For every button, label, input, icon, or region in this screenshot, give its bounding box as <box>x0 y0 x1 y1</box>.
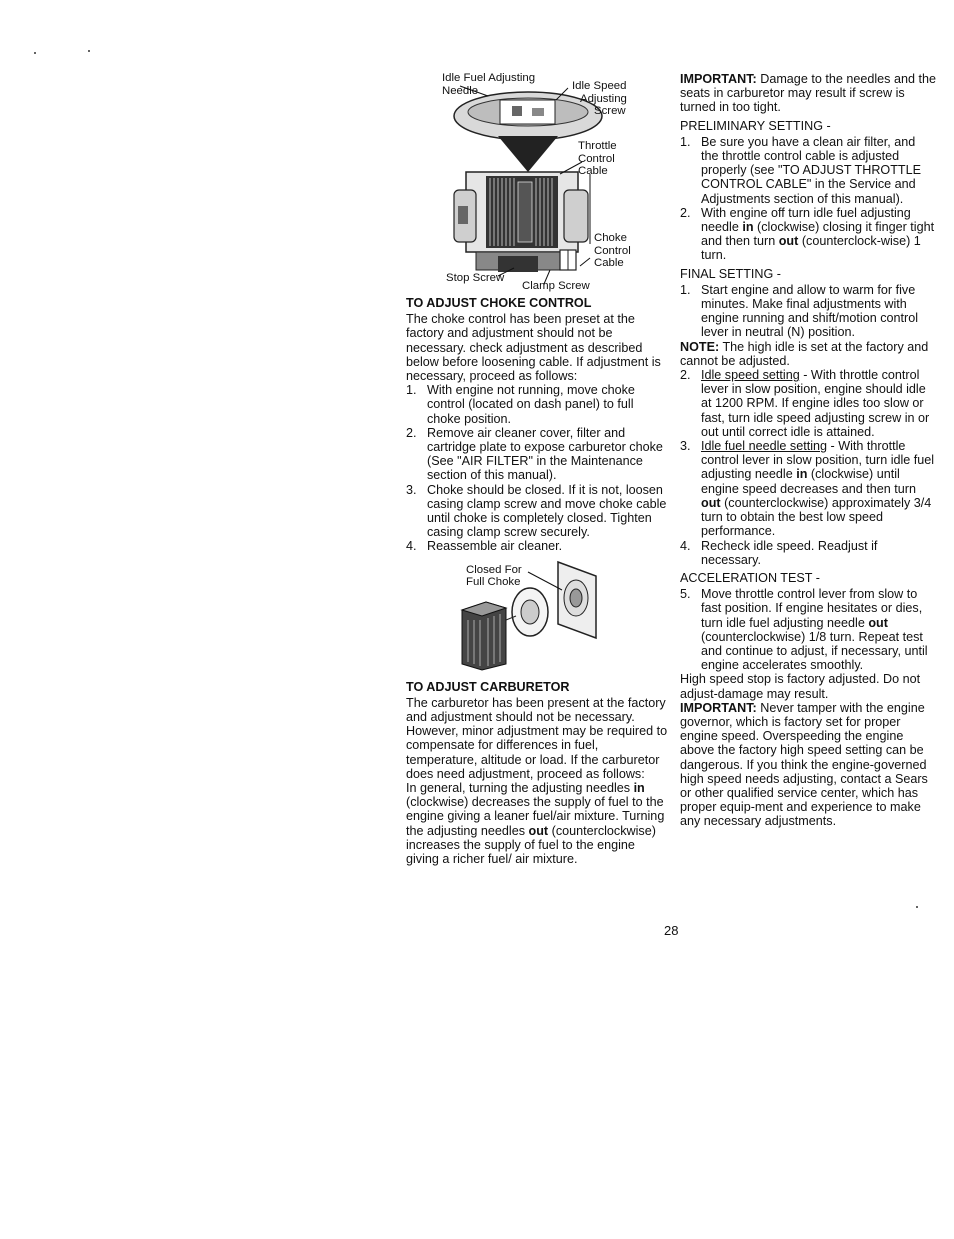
important-text: Damage to the needles and the seats in carburetor may result if screw is turned in too tight. <box>680 72 936 115</box>
closed-full-choke-line1: Closed For <box>466 563 522 576</box>
stop-screw-label <box>446 272 504 285</box>
choke-heading: TO ADJUST CHOKE CONTROL <box>406 296 592 310</box>
preliminary-step <box>680 135 936 206</box>
final-step <box>680 368 936 439</box>
choke-step-number: 1. <box>406 383 417 398</box>
carburetor-para2-out: out <box>528 823 549 838</box>
idle-speed-label-line1: Idle Speed <box>572 80 627 92</box>
final-step-number: 2. <box>680 368 691 383</box>
choke-step <box>406 426 668 483</box>
choke-label-line3: Cable <box>594 257 624 269</box>
important-text: Never tamper with the engine governor, which is factory set for proper engine speed. Overspeeding the engine above the factory high speed setting can be dangerous. If you think the engine-governed high speed needs adjusting, contact a Sears or other qualified service center, which has proper equip-ment and experience to make any necessary adjustments. <box>680 700 928 829</box>
note-text: The high idle is set at the factory and cannot be adjusted. <box>680 339 929 368</box>
preliminary-step-bold: in <box>742 220 754 235</box>
idle-fuel-label-line1: Idle Fuel Adjusting <box>442 72 536 84</box>
scan-mark <box>88 50 90 52</box>
choke-step-text: Remove air cleaner cover, filter and cartridge plate to expose carburetor choke (See "AIR FILTER" in the Maintenance section of this manual). <box>427 425 663 483</box>
important-label: IMPORTANT: <box>680 700 757 715</box>
final-step-number: 4. <box>680 538 691 553</box>
acceleration-step-bold: out <box>868 615 888 630</box>
choke-step <box>406 539 668 553</box>
final-step-bold: out <box>701 495 721 510</box>
final-step <box>680 283 936 340</box>
choke-step <box>406 483 668 540</box>
acceleration-step-text: (counterclockwise) 1/8 turn. Repeat test and continue to adjust, if necessary, until engine accelerates smoothly. <box>701 629 928 673</box>
final-step-bold: in <box>796 467 808 482</box>
carburetor-para1: The carburetor has been present at the factory and adjustment should not be necessary. However, minor adjustment may be required to compensate for differences in fuel, temperature, altitude or load. If the carburetor does need adjustment, proceed as follows: <box>406 695 668 781</box>
preliminary-heading: PRELIMINARY SETTING - <box>680 118 831 133</box>
throttle-label-line3: Cable <box>578 165 608 177</box>
closed-full-choke-label <box>466 564 522 589</box>
choke-intro: The choke control has been preset at the factory and adjustment should not be necessary. check adjustment as described below before loosening cable. If adjustment is necessary, proceed as follows: <box>406 312 661 384</box>
final-step <box>680 439 936 538</box>
final-step-text: Start engine and allow to warm for five minutes. Make final adjustments with engine running and shift/motion control lever in neutral (N) position. <box>701 282 919 340</box>
idle-fuel-label-line2: Needle <box>442 84 479 97</box>
scan-mark <box>916 906 918 908</box>
idle-speed-label <box>572 80 627 118</box>
final-step <box>680 539 936 567</box>
final-step-text: Recheck idle speed. Readjust if necessary. <box>701 538 878 567</box>
choke-step-text: With engine not running, move choke control (located on dash panel) to full choke position. <box>427 383 635 426</box>
carburetor-para2-part: (counterclockwise) increases the supply of fuel to the engine giving a richer fuel/ air mixture. <box>406 823 656 867</box>
carburetor-para2-part: (clockwise) decreases the supply of fuel to the engine giving a leaner fuel/air mixture. Turning the adjusting needles <box>406 795 665 838</box>
important-label: IMPORTANT: <box>680 72 757 86</box>
final-step-text: - With throttle control lever in slow position, engine should idle at 1200 RPM. If engine idles too slow or fast, turn idle speed adjusting screw in or out until correct idle is attained. <box>701 368 930 439</box>
choke-step-number: 4. <box>406 539 417 554</box>
right-column <box>680 72 936 829</box>
clamp-screw-label-text: Clamp Screw <box>522 280 590 292</box>
throttle-label-line1: Throttle <box>578 140 617 152</box>
preliminary-step-text: Be sure you have a clean air filter, and the throttle control cable is adjusted properly (see "TO ADJUST THROTTLE CONTROL CABLE" in the Service and Adjustments section of this manual). <box>701 134 922 206</box>
final-steps-b <box>680 368 936 567</box>
acceleration-step-number: 5. <box>680 587 691 602</box>
high-speed-stop-text: High speed stop is factory adjusted. Do not adjust-damage may result. <box>680 672 921 701</box>
important-damage-note <box>680 72 936 115</box>
engine-diagram <box>440 70 640 292</box>
final-step-text: (counterclockwise) approximately 3/4 turn to obtain the best low speed performance. <box>701 495 932 539</box>
note-label: NOTE: <box>680 339 720 354</box>
preliminary-step <box>680 206 936 263</box>
preliminary-step-bold: out <box>778 234 799 249</box>
left-column <box>406 296 668 866</box>
final-step-number: 3. <box>680 439 691 454</box>
page-number: 28 <box>664 923 679 938</box>
carburetor-para2-in: in <box>633 781 645 796</box>
acceleration-step-text: Move throttle control lever from slow to fast position. If engine hesitates or dies, turn idle fuel adjusting needle <box>701 587 923 630</box>
idle-speed-setting-title: Idle speed setting <box>701 368 800 383</box>
stop-screw-label-text: Stop Screw <box>446 272 505 284</box>
final-step-text: - With throttle control lever in slow position, turn idle fuel adjusting needle <box>701 439 935 482</box>
choke-step-text: Choke should be closed. If it is not, loosen casing clamp screw and move choke cable until choke is completely closed. Tighten casing clamp screw securely. <box>427 482 667 540</box>
choke-step-text: Reassemble air cleaner. <box>427 539 563 554</box>
carburetor-para2-part: In general, turning the adjusting needles <box>406 781 634 796</box>
idle-speed-label-line2: Adjusting <box>580 92 627 105</box>
carburetor-heading: TO ADJUST CARBURETOR <box>406 679 570 694</box>
final-heading: FINAL SETTING - <box>680 266 781 281</box>
clamp-screw-label <box>522 280 590 293</box>
closed-full-choke-line2: Full Choke <box>466 576 521 589</box>
idle-speed-label-line3: Screw <box>594 105 626 117</box>
final-step-number: 1. <box>680 282 691 297</box>
choke-diagram <box>406 560 668 676</box>
preliminary-step-text: With engine off turn idle fuel adjusting needle <box>701 205 911 235</box>
choke-step-number: 3. <box>406 482 417 497</box>
final-step-text: (clockwise) until engine speed decreases and then turn <box>701 467 916 496</box>
choke-label <box>594 232 631 270</box>
preliminary-step-number: 2. <box>680 205 691 220</box>
choke-label-line2: Control <box>594 244 631 257</box>
throttle-label <box>578 140 617 178</box>
choke-steps <box>406 383 668 553</box>
acceleration-step <box>680 587 936 672</box>
choke-step <box>406 383 668 426</box>
idle-fuel-needle-setting-title: Idle fuel needle setting <box>701 439 828 454</box>
preliminary-step-text: (counterclock-wise) 1 turn. <box>701 234 921 263</box>
acceleration-heading: ACCELERATION TEST - <box>680 570 820 585</box>
final-steps-a <box>680 283 936 340</box>
idle-fuel-label <box>442 72 535 97</box>
throttle-label-line2: Control <box>578 152 615 165</box>
important-governor-note <box>680 701 936 829</box>
preliminary-step-number: 1. <box>680 134 691 149</box>
choke-label-line1: Choke <box>594 232 627 244</box>
high-idle-note <box>680 340 936 368</box>
acceleration-steps <box>680 587 936 672</box>
scan-mark <box>34 52 36 54</box>
preliminary-steps <box>680 135 936 263</box>
preliminary-step-text: (clockwise) closing it finger tight and then turn <box>701 220 935 249</box>
carburetor-para2 <box>406 781 668 866</box>
choke-step-number: 2. <box>406 425 417 440</box>
